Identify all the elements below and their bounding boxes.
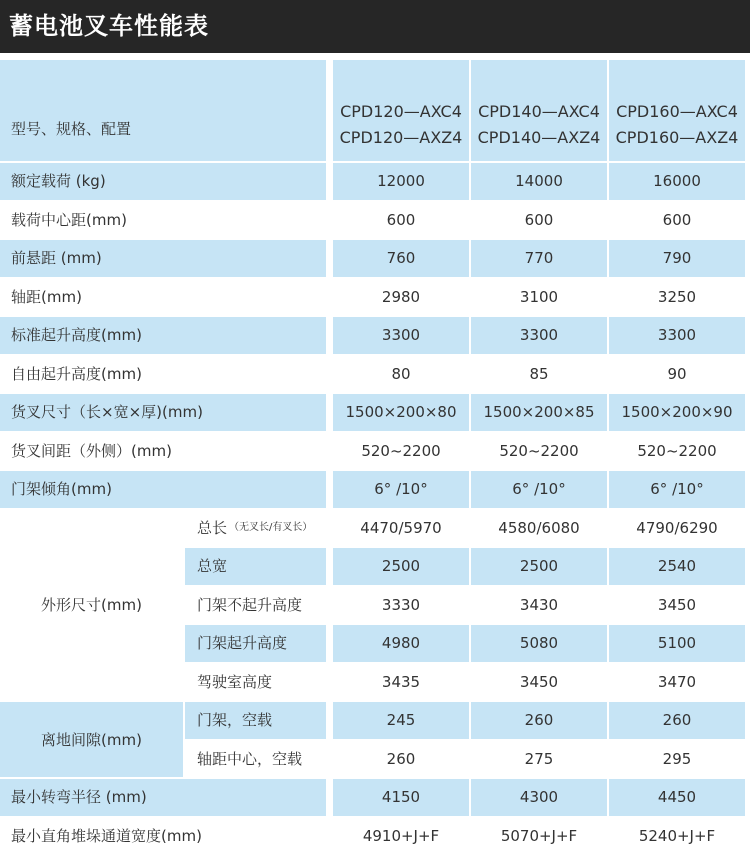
model-cell: [609, 60, 745, 161]
sub-row-note: （无叉长/有叉长）: [229, 521, 313, 533]
model-name: CPD160—AXC4: [616, 101, 738, 121]
value-cell: 5240+J+F: [638, 826, 716, 845]
value-cell: 3300: [609, 317, 745, 354]
value-cell: 245: [333, 702, 469, 739]
value-cell: 3450: [657, 595, 697, 614]
value-cell: 260: [386, 749, 416, 768]
value-cell: 1500×200×85: [471, 394, 607, 431]
sub-row-label-text: 门架起升高度: [197, 634, 288, 653]
sub-row-label: [185, 741, 326, 778]
value-cell: 3470: [657, 672, 697, 691]
model-name: CPD160—AXZ4: [615, 127, 739, 147]
row-label: 前悬距 (mm): [0, 240, 326, 277]
sub-row-label: [185, 510, 326, 547]
value-cell: 3250: [657, 287, 697, 306]
row-label: 载荷中心距(mm): [11, 210, 127, 229]
value-cell: 3300: [471, 317, 607, 354]
value-cell: 520~2200: [499, 441, 579, 460]
sub-row-label-text: 总长: [197, 518, 228, 537]
value-cell: 790: [609, 240, 745, 277]
row-label: 货叉尺寸（长×宽×厚)(mm): [0, 394, 326, 431]
value-cell: 4580/6080: [498, 518, 580, 537]
model-name: CPD140—AXC4: [478, 101, 600, 121]
row-label: 轴距(mm): [11, 287, 82, 306]
value-cell: 4150: [333, 779, 469, 816]
model-name: CPD140—AXZ4: [477, 127, 601, 147]
sub-row-label: [185, 587, 326, 624]
value-cell: 260: [471, 702, 607, 739]
value-cell: 3300: [333, 317, 469, 354]
header-bar: [0, 0, 750, 53]
value-cell: 2500: [333, 548, 469, 585]
sub-row-label-text: 门架不起升高度: [197, 595, 303, 614]
sub-row-label-text: 门架，空载: [197, 711, 273, 730]
value-cell: 760: [333, 240, 469, 277]
value-cell: 3435: [381, 672, 421, 691]
row-label: 标准起升高度(mm): [0, 317, 326, 354]
value-cell: 2980: [381, 287, 421, 306]
value-cell: 3450: [519, 672, 559, 691]
value-cell: 4980: [333, 625, 469, 662]
value-cell: 14000: [471, 163, 607, 200]
model-row-label: 型号、规格、配置: [0, 60, 326, 161]
value-cell: 295: [662, 749, 692, 768]
value-cell: 6° /10°: [333, 471, 469, 508]
value-cell: 1500×200×80: [333, 394, 469, 431]
sub-row-label-text: 轴距中心，空载: [197, 749, 303, 768]
sub-row-label-text: 驾驶室高度: [197, 672, 273, 691]
model-name: CPD120—AXZ4: [339, 127, 463, 147]
model-name: CPD120—AXC4: [340, 101, 462, 121]
value-cell: 5080: [471, 625, 607, 662]
model-cell: [471, 60, 607, 161]
value-cell: 3330: [381, 595, 421, 614]
value-cell: 2540: [609, 548, 745, 585]
value-cell: 1500×200×90: [609, 394, 745, 431]
value-cell: 4910+J+F: [362, 826, 440, 845]
value-cell: 275: [524, 749, 554, 768]
value-cell: 4300: [471, 779, 607, 816]
value-cell: 3100: [519, 287, 559, 306]
spec-table: [0, 60, 750, 863]
sub-row-label: [185, 702, 326, 739]
value-cell: 6° /10°: [609, 471, 745, 508]
value-cell: 80: [391, 364, 411, 383]
row-label: 最小转弯半径 (mm): [0, 779, 326, 816]
group-label: 外形尺寸(mm): [41, 595, 142, 614]
value-cell: 5100: [609, 625, 745, 662]
value-cell: 520~2200: [361, 441, 441, 460]
value-cell: 5070+J+F: [500, 826, 578, 845]
value-cell: 6° /10°: [471, 471, 607, 508]
sub-row-label: [185, 625, 326, 662]
row-label: 门架倾角(mm): [0, 471, 326, 508]
group-label: 离地间隙(mm): [0, 702, 183, 777]
model-cell: [333, 60, 469, 161]
value-cell: 85: [529, 364, 549, 383]
value-cell: 3430: [519, 595, 559, 614]
value-cell: 90: [667, 364, 687, 383]
value-cell: 520~2200: [637, 441, 717, 460]
value-cell: 16000: [609, 163, 745, 200]
value-cell: 600: [386, 210, 416, 229]
row-label: 额定载荷 (kg): [0, 163, 326, 200]
value-cell: 4450: [609, 779, 745, 816]
value-cell: 600: [524, 210, 554, 229]
row-label: 自由起升高度(mm): [11, 364, 142, 383]
value-cell: 2500: [471, 548, 607, 585]
value-cell: 260: [609, 702, 745, 739]
value-cell: 770: [471, 240, 607, 277]
value-cell: 4470/5970: [360, 518, 442, 537]
value-cell: 12000: [333, 163, 469, 200]
value-cell: 4790/6290: [636, 518, 718, 537]
sub-row-label-text: 总宽: [197, 557, 228, 576]
row-label: 货叉间距（外侧）(mm): [11, 441, 172, 460]
row-label: 最小直角堆垛通道宽度(mm): [11, 826, 202, 845]
page-title: 蓄电池叉车性能表: [9, 12, 209, 40]
sub-row-label: [185, 664, 326, 701]
sub-row-label: [185, 548, 326, 585]
value-cell: 600: [662, 210, 692, 229]
